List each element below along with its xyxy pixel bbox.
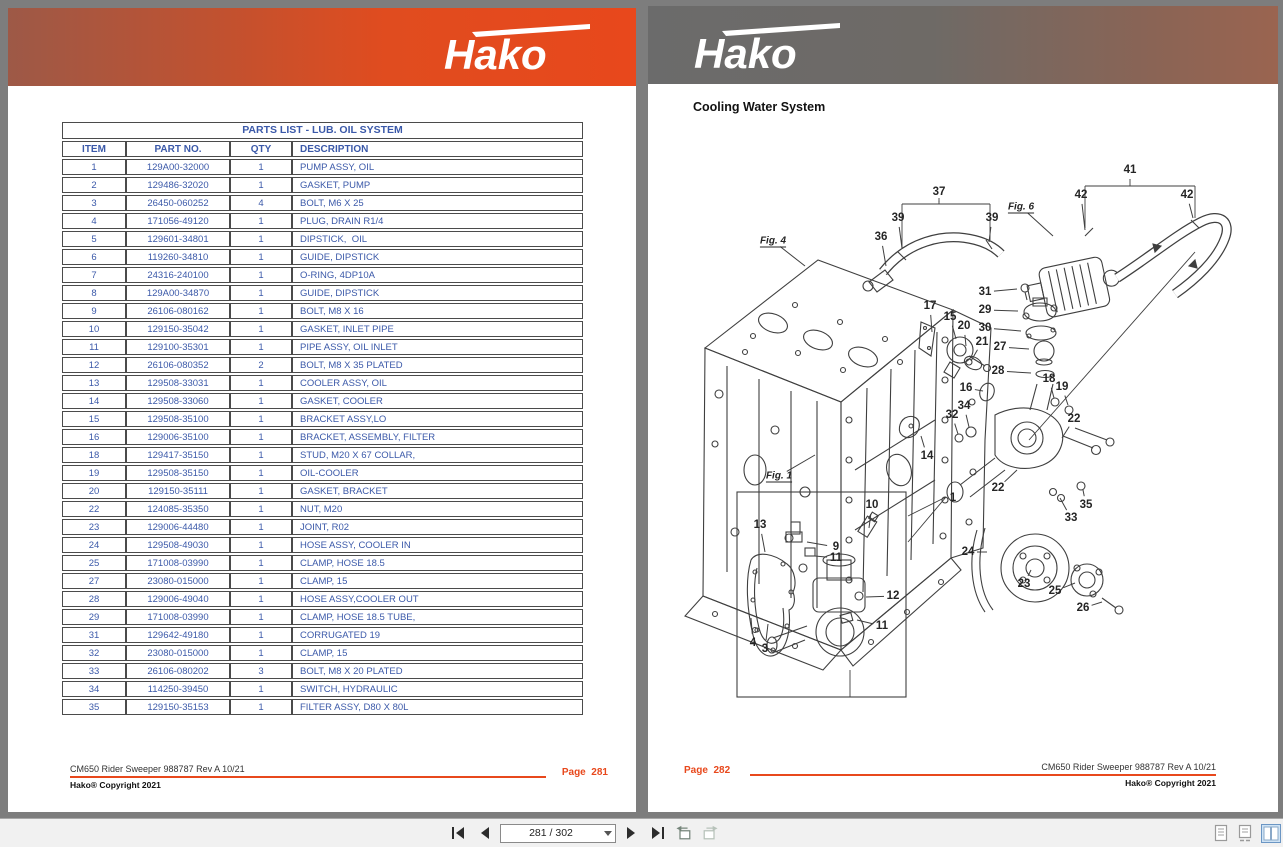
callout-leader-line [866, 596, 884, 597]
table-row: 29 171008-03990 1 CLAMP, HOSE 18.5 TUBE, [62, 609, 583, 625]
table-row: 10 129150-35042 1 GASKET, INLET PIPE [62, 321, 583, 337]
table-row: 9 26106-080162 1 BOLT, M8 X 16 [62, 303, 583, 319]
table-row: 28 129006-49040 1 HOSE ASSY,COOLER OUT [62, 591, 583, 607]
previous-view-button[interactable] [674, 823, 694, 843]
callout-leader-line [1051, 388, 1054, 398]
hako-logo [442, 23, 592, 75]
column-header: DESCRIPTION [292, 141, 583, 157]
table-row: 5 129601-34801 1 DIPSTICK, OIL [62, 231, 583, 247]
doc-reference: CM650 Rider Sweeper 988787 Rev A 10/21 [70, 764, 245, 774]
callout-number: 39 [985, 212, 999, 224]
callout-leader-line [1062, 427, 1069, 438]
first-page-icon [451, 827, 465, 839]
next-view-button[interactable] [700, 823, 720, 843]
callout-number: 22 [1067, 413, 1081, 425]
callout-number: 28 [991, 365, 1005, 377]
next-page-button[interactable] [622, 823, 642, 843]
callout-leader-line [1189, 204, 1193, 218]
left-page [8, 8, 636, 812]
next-view-icon [702, 825, 718, 841]
callout-number: 23 [1017, 578, 1031, 590]
left-page-footer [70, 764, 608, 804]
callout-number: 24 [961, 546, 975, 558]
table-row: 14 129508-33060 1 GASKET, COOLER [62, 393, 583, 409]
callout-number: 16 [959, 382, 973, 394]
figure-reference-label: Fig. 4 [759, 235, 787, 247]
callout-number: 25 [1048, 585, 1062, 597]
callout-leader-line [1092, 602, 1102, 605]
callout-number: 29 [978, 304, 992, 316]
first-page-button[interactable] [448, 823, 468, 843]
callout-number: 22 [991, 482, 1005, 494]
table-row: 4 171056-49120 1 PLUG, DRAIN R1/4 [62, 213, 583, 229]
callout-leader-line [1005, 470, 1017, 482]
doc-reference: CM650 Rider Sweeper 988787 Rev A 10/21 [1041, 762, 1216, 772]
scrolling-view-icon [1237, 824, 1253, 843]
two-page-view-icon [1261, 824, 1281, 843]
table-row: 13 129508-33031 1 COOLER ASSY, OIL [62, 375, 583, 391]
table-row: 32 23080-015000 1 CLAMP, 15 [62, 645, 583, 661]
table-row: 15 129508-35100 1 BRACKET ASSY,LO [62, 411, 583, 427]
pdf-toolbar [0, 818, 1283, 847]
table-row: 27 23080-015000 1 CLAMP, 15 [62, 573, 583, 589]
callout-leader-line [955, 424, 958, 434]
callout-number: 32 [945, 409, 959, 421]
table-header-row [62, 141, 583, 157]
column-header: QTY [230, 141, 292, 157]
callout-number: 10 [865, 499, 879, 511]
table-body [62, 159, 583, 715]
table-row: 20 129150-35111 1 GASKET, BRACKET [62, 483, 583, 499]
callout-number: 1 [949, 492, 957, 504]
chevron-down-icon[interactable] [601, 825, 615, 842]
callout-number: 30 [978, 322, 992, 334]
callout-leader-line [1007, 372, 1031, 373]
table-row: 7 24316-240100 1 O-RING, 4DP10A [62, 267, 583, 283]
figure-reference-label: Fig. 1 [765, 470, 793, 482]
last-page-button[interactable] [648, 823, 668, 843]
callout-number: 4 [749, 637, 757, 649]
callout-number: 18 [1042, 373, 1056, 385]
callout-leader-line [1028, 213, 1053, 236]
table-title-row [62, 122, 583, 139]
callout-number: 12 [886, 590, 900, 602]
footer-rule [750, 774, 1216, 776]
single-page-view-icon [1213, 824, 1229, 843]
callout-number: 35 [1079, 499, 1093, 511]
callout-leader-line [921, 436, 924, 447]
table-row: 12 26106-080352 2 BOLT, M8 X 35 PLATED [62, 357, 583, 373]
single-page-view-button[interactable] [1213, 824, 1229, 843]
callout-number: 14 [920, 450, 934, 462]
last-page-icon [651, 827, 665, 839]
callout-number: 36 [874, 231, 888, 243]
callout-number: 19 [1055, 381, 1069, 393]
page-indicator-box[interactable] [500, 824, 616, 843]
callout-number: 15 [943, 311, 957, 323]
table-row: 3 26450-060252 4 BOLT, M6 X 25 [62, 195, 583, 211]
table-row: 2 129486-32020 1 GASKET, PUMP [62, 177, 583, 193]
callout-leader-line [994, 289, 1017, 291]
hako-logo [692, 22, 842, 74]
callout-leader-line [857, 620, 873, 624]
column-header: PART NO. [126, 141, 230, 157]
exploded-parts-diagram [655, 140, 1275, 744]
callout-number: 42 [1074, 189, 1088, 201]
table-row: 31 129642-49180 1 CORRUGATED 19 [62, 627, 583, 643]
right-page [648, 6, 1278, 812]
left-banner [8, 8, 636, 86]
view-mode-group [1213, 819, 1281, 847]
callout-number: 26 [1076, 602, 1090, 614]
callout-number: 17 [923, 300, 937, 312]
table-row: 24 129508-49030 1 HOSE ASSY, COOLER IN [62, 537, 583, 553]
copyright-label: Hako® Copyright 2021 [70, 780, 161, 790]
callout-number: 42 [1180, 189, 1194, 201]
table-row: 35 129150-35153 1 FILTER ASSY, D80 X 80L [62, 699, 583, 715]
callout-number: 41 [1123, 164, 1137, 176]
previous-page-button[interactable] [474, 823, 494, 843]
table-row: 34 114250-39450 1 SWITCH, HYDRAULIC [62, 681, 583, 697]
callout-leader-line [966, 415, 969, 427]
table-title: PARTS LIST - LUB. OIL SYSTEM [62, 122, 583, 139]
callout-leader-line [1009, 348, 1029, 349]
callout-leader-line [975, 390, 983, 391]
table-row: 16 129006-35100 1 BRACKET, ASSEMBLY, FILTER [62, 429, 583, 445]
callout-leader-line [762, 534, 765, 552]
page-indicator: 281 / 302 [529, 827, 573, 839]
page-number-label: Page 282 [684, 765, 731, 776]
column-header: ITEM [62, 141, 126, 157]
table-row: 23 129006-44480 1 JOINT, R02 [62, 519, 583, 535]
callout-leader-line [1083, 490, 1084, 496]
table-row: 1 129A00-32000 1 PUMP ASSY, OIL [62, 159, 583, 175]
callout-number: 9 [832, 541, 840, 553]
callout-leader-line [994, 329, 1021, 331]
callout-number: 37 [932, 186, 946, 198]
callout-leader-line [766, 624, 768, 640]
table-row: 19 129508-35150 1 OIL-COOLER [62, 465, 583, 481]
callout-number: 33 [1064, 512, 1078, 524]
callout-leader-line [931, 315, 932, 332]
callout-number: 34 [957, 400, 971, 412]
callout-number: 13 [753, 519, 767, 531]
callout-leader-line [751, 618, 752, 634]
section-heading: Cooling Water System [693, 100, 826, 114]
parts-list-table [62, 120, 583, 717]
callout-leader-line [965, 335, 966, 346]
copyright-label: Hako® Copyright 2021 [1125, 778, 1216, 788]
callout-number: 3 [761, 643, 769, 655]
table-row: 22 124085-35350 1 NUT, M20 [62, 501, 583, 517]
right-page-footer [684, 762, 1216, 802]
page-navigation [448, 819, 720, 847]
page-number-label: Page 281 [561, 767, 608, 778]
scrolling-view-button[interactable] [1237, 824, 1253, 843]
hako-logo-text: Hako [694, 30, 797, 74]
callout-number: 27 [993, 341, 1007, 353]
right-banner [648, 6, 1278, 84]
callout-number: 11 [875, 620, 889, 632]
callout-number: 20 [957, 320, 971, 332]
previous-page-icon [478, 827, 490, 839]
table-row: 11 129100-35301 1 PIPE ASSY, OIL INLET [62, 339, 583, 355]
two-page-view-button[interactable] [1261, 824, 1281, 843]
table-row: 18 129417-35150 1 STUD, M20 X 67 COLLAR, [62, 447, 583, 463]
callout-leader-line [780, 247, 805, 266]
figure-reference-label: Fig. 6 [1007, 201, 1035, 213]
table-row: 8 129A00-34870 1 GUIDE, DIPSTICK [62, 285, 583, 301]
previous-view-icon [676, 825, 692, 841]
footer-rule [70, 776, 546, 778]
table-row: 6 119260-34810 1 GUIDE, DIPSTICK [62, 249, 583, 265]
callout-number: 31 [978, 286, 992, 298]
table-row: 33 26106-080202 3 BOLT, M8 X 20 PLATED [62, 663, 583, 679]
callout-number: 39 [891, 212, 905, 224]
callout-leader-line [994, 310, 1018, 311]
table-row: 25 171008-03990 1 CLAMP, HOSE 18.5 [62, 555, 583, 571]
callout-number: 11 [829, 552, 843, 564]
hako-logo-text: Hako [444, 31, 547, 75]
callout-number: 21 [975, 336, 989, 348]
next-page-icon [626, 827, 638, 839]
